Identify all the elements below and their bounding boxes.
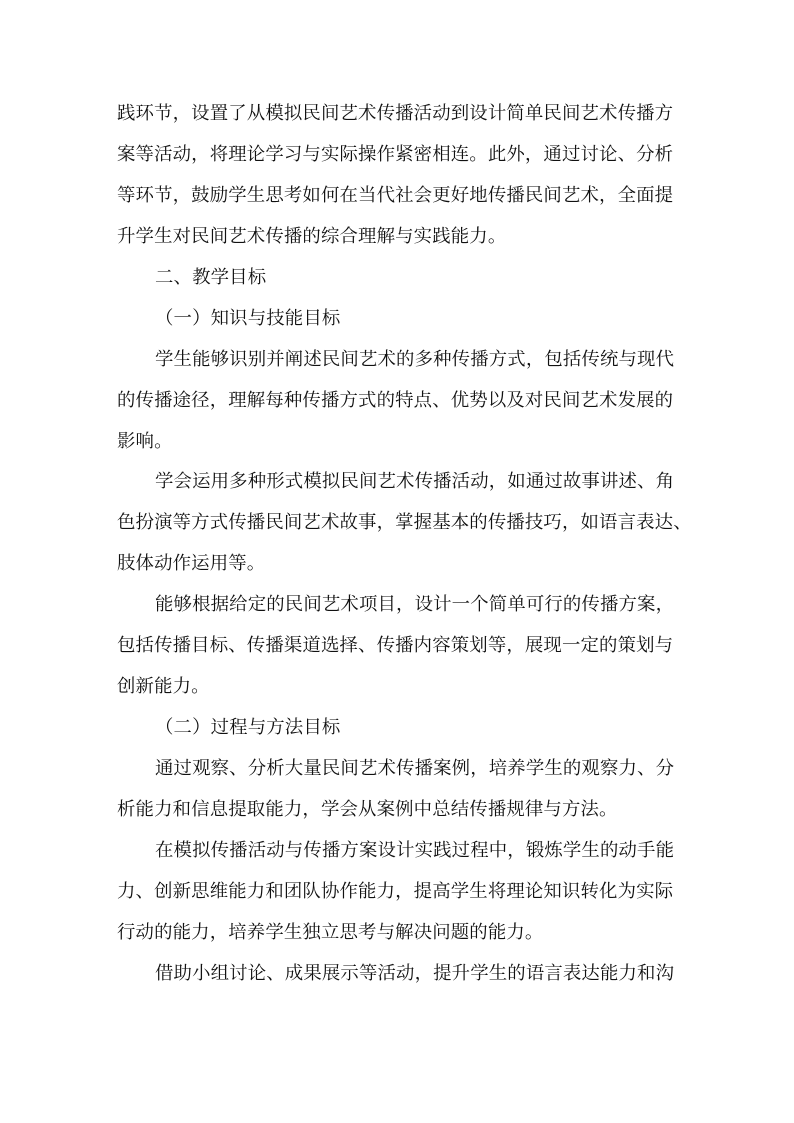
paragraph-line: 的传播途径，理解每种传播方式的特点、优势以及对民间艺术发展的: [117, 389, 674, 411]
paragraph-line: 肢体动作运用等。: [117, 553, 266, 575]
paragraph-line: 色扮演等方式传播民间艺术故事，掌握基本的传播技巧，如语言表达、: [117, 512, 692, 534]
paragraph-line: 包括传播目标、传播渠道选择、传播内容策划等，展现一定的策划与: [117, 635, 674, 657]
paragraph-line: 力、创新思维能力和团队协作能力，提高学生将理论知识转化为实际: [117, 880, 674, 902]
paragraph-line: 借助小组讨论、成果展示等活动，提升学生的语言表达能力和沟: [155, 962, 675, 984]
paragraph-line: 案等活动，将理论学习与实际操作紧密相连。此外，通过讨论、分析: [117, 143, 674, 165]
subsection-heading: （一）知识与技能目标: [155, 307, 341, 329]
paragraph-line: 升学生对民间艺术传播的综合理解与实践能力。: [117, 225, 507, 247]
paragraph-line: 在模拟传播活动与传播方案设计实践过程中，锻炼学生的动手能: [155, 839, 675, 861]
paragraph-line: 学会运用多种形式模拟民间艺术传播活动，如通过故事讲述、角: [155, 471, 675, 493]
paragraph-line: 通过观察、分析大量民间艺术传播案例，培养学生的观察力、分: [155, 758, 675, 779]
paragraph-line: 学生能够识别并阐述民间艺术的多种传播方式，包括传统与现代: [155, 348, 675, 370]
section-heading: 二、教学目标: [155, 266, 267, 288]
paragraph-line: 创新能力。: [117, 676, 210, 698]
paragraph-line: 践环节，设置了从模拟民间艺术传播活动到设计简单民间艺术传播方: [117, 103, 674, 124]
paragraph-line: 等环节，鼓励学生思考如何在当代社会更好地传播民间艺术，全面提: [117, 184, 674, 206]
paragraph-line: 行动的能力，培养学生独立思考与解决问题的能力。: [117, 921, 544, 943]
document-page: [117, 94, 692, 995]
paragraph-line: 析能力和信息提取能力，学会从案例中总结传播规律与方法。: [117, 798, 618, 820]
paragraph-line: 能够根据给定的民间艺术项目，设计一个简单可行的传播方案，: [155, 594, 675, 616]
paragraph-line: 影响。: [117, 430, 173, 452]
subsection-heading: （二）过程与方法目标: [155, 717, 341, 739]
